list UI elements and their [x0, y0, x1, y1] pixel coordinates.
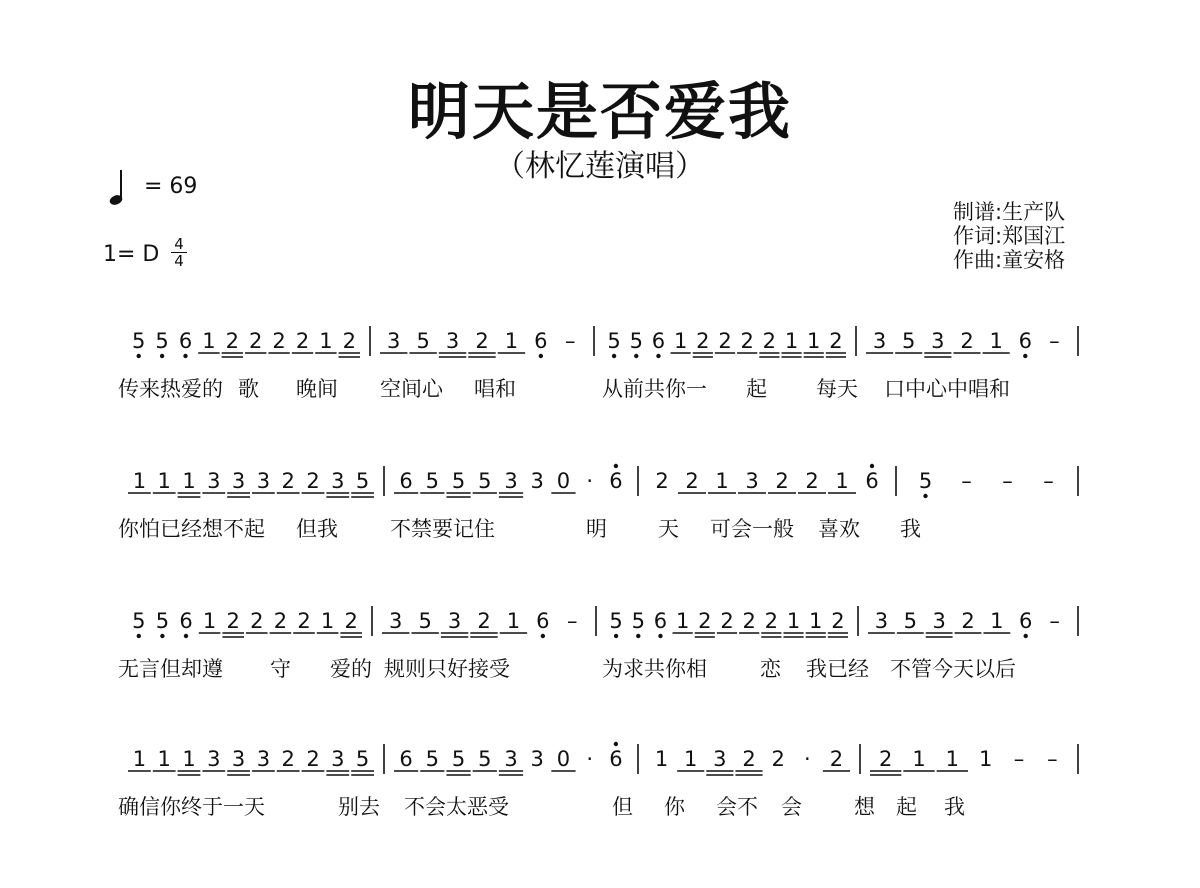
note-digit: 0	[556, 469, 571, 493]
note-digit: 2	[775, 469, 789, 493]
note-digit: 5	[451, 747, 466, 771]
lyric-phrase: 口中心中唱和	[884, 377, 1010, 401]
dash-mark: –	[1002, 469, 1013, 493]
note-digit: 2	[764, 609, 779, 633]
note-digit: 6	[399, 747, 413, 771]
note-digit: 1	[835, 469, 849, 493]
note-digit: 6	[534, 329, 548, 353]
low-octave-dot	[614, 634, 618, 638]
dash-mark: –	[565, 329, 576, 353]
note-digit: 3	[331, 469, 345, 493]
note-digit: 3	[874, 609, 889, 633]
note-digit: 2	[829, 747, 844, 771]
lyric-phrase: 为求共你相	[602, 657, 707, 681]
lyric-phrase: 明	[586, 517, 607, 541]
lyric-phrase: 歌	[238, 377, 259, 401]
note-digit: 5	[902, 329, 916, 353]
dash-mark: –	[1049, 609, 1060, 633]
note-digit: 1	[157, 747, 171, 771]
lyric-phrase: 但我	[296, 517, 338, 541]
tempo-value: = 69	[144, 174, 198, 199]
credit-label: 作词:	[953, 224, 1003, 248]
note-digit: 1	[157, 469, 171, 493]
lyric-phrase: 不会太恶受	[404, 795, 509, 819]
note-digit: 2	[225, 329, 239, 353]
note-digit: 1	[504, 329, 519, 353]
low-octave-dot	[541, 634, 545, 638]
lyric-phrase: 唱和	[474, 377, 516, 401]
note-digit: 3	[745, 469, 759, 493]
performer-subtitle: （林忆莲演唱）	[495, 149, 705, 184]
note-digit: 3	[231, 469, 246, 493]
note-digit: 1	[912, 747, 926, 771]
low-octave-dot	[658, 634, 662, 638]
key-label: 1= D	[103, 242, 160, 267]
lyric-phrase: 起	[746, 377, 767, 401]
note-digit: 2	[831, 609, 845, 633]
note-digit: 1	[506, 609, 521, 633]
note-digit: 2	[742, 747, 756, 771]
lyric-phrase: 不禁要记住	[390, 517, 495, 541]
low-octave-dot	[137, 634, 141, 638]
note-digit: 2	[698, 609, 712, 633]
credit-value: 生产队	[1002, 200, 1066, 224]
low-octave-dot	[636, 634, 640, 638]
credit-label: 作曲:	[953, 248, 1003, 272]
note-digit: 5	[155, 329, 169, 353]
lyric-phrase: 我	[900, 517, 921, 541]
note-digit: 1	[132, 469, 147, 493]
lyric-phrase: 不管今天以后	[890, 657, 1016, 681]
lyric-line	[118, 792, 1108, 822]
lyric-phrase: 空间心	[380, 377, 443, 401]
note-digit: 1	[673, 329, 688, 353]
lyric-line	[118, 654, 1108, 684]
note-digit: 3	[872, 329, 887, 353]
note-digit: 2	[829, 329, 843, 353]
note-digit: 1	[182, 469, 196, 493]
note-digit: 2	[477, 609, 491, 633]
note-digit: ·	[803, 747, 811, 771]
note-digit: 5	[155, 609, 170, 633]
note-digit: 2	[342, 329, 356, 353]
note-digit: 1	[202, 609, 217, 633]
high-octave-dot	[614, 464, 618, 468]
note-digit: 2	[281, 747, 295, 771]
score-system-1	[118, 320, 1108, 470]
note-digit: 3	[713, 747, 727, 771]
note-digit: 6	[651, 329, 666, 353]
lyric-line	[118, 514, 1108, 544]
note-digit: 5	[478, 747, 492, 771]
note-digit: 1	[654, 747, 669, 771]
high-octave-dot	[614, 742, 618, 746]
note-digit: 3	[504, 469, 518, 493]
note-digit: ·	[586, 747, 594, 771]
note-digit: 3	[504, 747, 518, 771]
note-digit: 2	[878, 747, 893, 771]
dash-mark: –	[1043, 469, 1054, 493]
note-digit: 1	[675, 609, 690, 633]
note-digit: 5	[478, 469, 492, 493]
note-digit: 3	[387, 329, 401, 353]
low-octave-dot	[160, 354, 164, 358]
note-digit: 1	[319, 329, 333, 353]
note-digit: 6	[536, 609, 550, 633]
note-digit: 1	[132, 747, 147, 771]
low-octave-dot	[923, 494, 927, 498]
note-digit: 1	[945, 747, 960, 771]
note-digit: 3	[445, 329, 460, 353]
note-digit: 3	[389, 609, 403, 633]
low-octave-dot	[137, 354, 141, 358]
lyric-phrase: 确信你终于一天	[118, 795, 265, 819]
time-signature-top: 4	[174, 235, 184, 253]
lyric-line	[118, 374, 1108, 404]
note-digit: 1	[786, 609, 801, 633]
note-digit: 2	[295, 329, 310, 353]
note-digit: 2	[297, 609, 311, 633]
note-digit: 0	[556, 747, 571, 771]
note-digit: 1	[807, 329, 821, 353]
note-digit: 1	[320, 609, 335, 633]
note-digit: 1	[809, 609, 823, 633]
note-digit: 6	[1018, 329, 1032, 353]
note-digit: 5	[918, 469, 933, 493]
note-digit: 3	[207, 747, 221, 771]
credits-block	[953, 200, 1065, 272]
lyric-phrase: 从前共你一	[602, 377, 707, 401]
lyric-phrase: 会	[781, 795, 802, 819]
song-title: 明天是否爱我	[407, 75, 792, 148]
note-digit: 6	[653, 609, 668, 633]
note-digit: 3	[331, 747, 345, 771]
note-digit: 6	[178, 329, 193, 353]
lyric-phrase: 别去	[338, 795, 380, 819]
note-digit: 1	[978, 747, 993, 771]
note-digit: 5	[629, 329, 643, 353]
dash-mark: –	[1049, 329, 1060, 353]
score-system-2	[118, 460, 1108, 610]
credit-label: 制谱:	[953, 200, 1003, 224]
lyric-phrase: 无言但却遵	[118, 657, 223, 681]
note-digit: 2	[720, 609, 734, 633]
low-octave-dot	[183, 354, 187, 358]
lyric-phrase: 你	[664, 795, 685, 819]
note-digit: 5	[631, 609, 645, 633]
note-digit: 5	[425, 747, 440, 771]
note-digit: 3	[530, 747, 544, 771]
lyric-phrase: 每天	[816, 377, 858, 401]
lyric-phrase: 喜欢	[818, 517, 860, 541]
lyric-phrase: 可会一般	[710, 517, 794, 541]
low-octave-dot	[184, 634, 188, 638]
note-digit: 3	[931, 329, 945, 353]
note-digit: 2	[250, 609, 264, 633]
note-digit: 1	[202, 329, 216, 353]
score-system-3	[118, 600, 1108, 750]
note-digit: 5	[416, 329, 430, 353]
lyric-phrase: 但	[612, 795, 633, 819]
credit-notation	[953, 200, 1065, 224]
note-digit: 5	[132, 329, 146, 353]
note-digit: 2	[475, 329, 489, 353]
note-digit: 2	[306, 469, 320, 493]
lyric-phrase: 你怕已经想不起	[118, 517, 265, 541]
note-digit: 1	[784, 329, 799, 353]
dash-mark: –	[961, 469, 972, 493]
time-signature	[171, 236, 187, 269]
note-digit: 5	[609, 609, 623, 633]
score-system-4	[118, 738, 1108, 888]
note-digit: ·	[586, 469, 594, 493]
lyric-phrase: 晚间	[296, 377, 338, 401]
lyric-phrase: 守	[270, 657, 291, 681]
credit-lyricist	[953, 224, 1065, 248]
low-octave-dot	[160, 634, 164, 638]
note-digit: 2	[696, 329, 710, 353]
lyric-phrase: 传来热爱的	[118, 377, 223, 401]
note-digit: 2	[273, 609, 288, 633]
tempo-marking	[108, 168, 308, 208]
lyric-phrase: 恋	[760, 657, 781, 681]
dash-mark: –	[1047, 747, 1058, 771]
note-digit: 5	[451, 469, 466, 493]
low-octave-dot	[634, 354, 638, 358]
note-digit: 2	[771, 747, 785, 771]
lyric-phrase: 我已经	[806, 657, 869, 681]
note-digit: 3	[207, 469, 221, 493]
note-digit: 2	[272, 329, 286, 353]
low-octave-dot	[539, 354, 543, 358]
note-digit: 1	[715, 469, 729, 493]
note-digit: 3	[256, 469, 271, 493]
note-digit: 6	[865, 469, 879, 493]
note-digit: 2	[718, 329, 732, 353]
note-digit: 2	[281, 469, 295, 493]
note-digit: 5	[355, 469, 370, 493]
lyric-phrase: 想	[854, 795, 875, 819]
lyric-phrase: 起	[896, 795, 917, 819]
note-digit: 2	[306, 747, 320, 771]
note-digit: 1	[989, 329, 1003, 353]
note-digit: 6	[399, 469, 413, 493]
key-signature	[103, 236, 303, 276]
note-digit: 6	[609, 469, 623, 493]
note-digit: 6	[609, 747, 623, 771]
lyric-phrase: 爱的	[330, 657, 372, 681]
note-digit: 2	[960, 329, 974, 353]
lyric-phrase: 规则只好接受	[384, 657, 510, 681]
note-digit: 2	[740, 329, 754, 353]
note-digit: 3	[447, 609, 462, 633]
quarter-note-icon	[108, 168, 132, 208]
note-digit: 5	[132, 609, 146, 633]
credit-composer	[953, 248, 1065, 272]
note-digit: 2	[762, 329, 777, 353]
note-digit: 6	[1019, 609, 1033, 633]
note-digit: 5	[903, 609, 917, 633]
note-digit: 1	[990, 609, 1004, 633]
dash-mark: –	[1013, 747, 1025, 771]
credit-value: 郑国江	[1002, 224, 1066, 248]
note-digit: 3	[231, 747, 246, 771]
credit-value: 童安格	[1002, 248, 1066, 272]
low-octave-dot	[1024, 634, 1028, 638]
note-digit: 3	[932, 609, 946, 633]
note-digit: 5	[425, 469, 440, 493]
note-digit: 6	[179, 609, 193, 633]
note-digit: 1	[684, 747, 698, 771]
note-digit: 3	[530, 469, 544, 493]
note-digit: 5	[418, 609, 432, 633]
note-digit: 2	[655, 469, 669, 493]
note-digit: 5	[607, 329, 621, 353]
note-digit: 5	[355, 747, 370, 771]
note-digit: 2	[961, 609, 975, 633]
note-digit: 2	[805, 469, 819, 493]
dash-mark: –	[567, 609, 578, 633]
lyric-phrase: 会不	[716, 795, 758, 819]
note-digit: 2	[249, 329, 263, 353]
note-digit: 1	[182, 747, 196, 771]
note-digit: 2	[226, 609, 240, 633]
lyric-phrase: 我	[944, 795, 965, 819]
low-octave-dot	[1023, 354, 1027, 358]
low-octave-dot	[612, 354, 616, 358]
note-digit: 3	[256, 747, 271, 771]
lyric-phrase: 天	[658, 517, 679, 541]
note-digit: 2	[344, 609, 358, 633]
high-octave-dot	[870, 464, 874, 468]
note-digit: 2	[742, 609, 756, 633]
time-signature-bottom: 4	[174, 252, 184, 270]
note-digit: 2	[685, 469, 699, 493]
low-octave-dot	[656, 354, 660, 358]
